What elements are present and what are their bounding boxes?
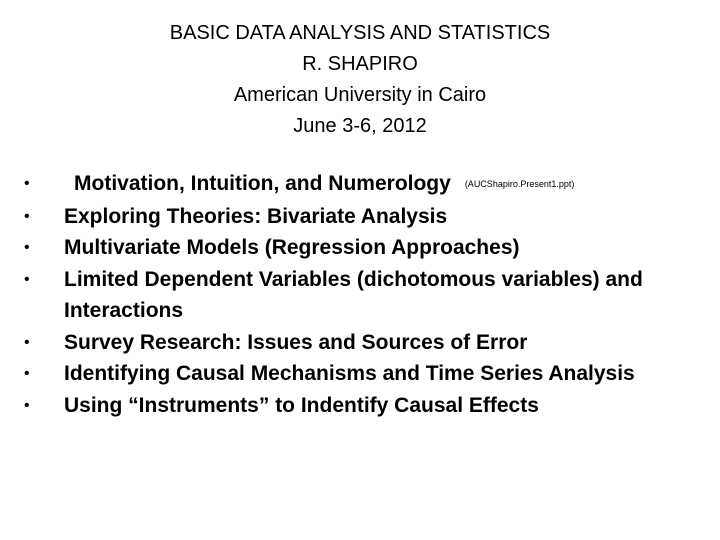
topic-list — [0, 168, 720, 421]
topic-item — [0, 327, 720, 359]
topic-item — [0, 168, 720, 201]
topic-item — [0, 264, 720, 327]
topic-item — [0, 232, 720, 264]
topic-text: Using “Instruments” to Indentify Causal Effects — [64, 393, 539, 417]
topic-text: Identifying Causal Mechanisms and Time Series Analysis — [64, 362, 635, 385]
bullet-icon: • — [24, 270, 30, 288]
topic-item — [0, 390, 720, 422]
instructor-name: R. SHAPIRO — [302, 53, 418, 75]
topic-item — [0, 201, 720, 233]
institution-name: American University in Cairo — [233, 84, 487, 106]
topic-text: Motivation, Intuition, and Numerology — [74, 172, 451, 195]
bullet-icon: • — [24, 239, 30, 256]
bullet-icon: • — [24, 175, 30, 192]
topic-text: Limited Dependent Variables (dichotomous variables) and Interactions — [64, 267, 643, 322]
course-title: BASIC DATA ANALYSIS AND STATISTICS — [169, 22, 551, 44]
bullet-icon: • — [24, 207, 30, 225]
slide-title — [0, 18, 720, 142]
bullet-icon: • — [24, 365, 30, 382]
file-reference: (AUCShapiro.Present1.ppt) — [464, 179, 575, 189]
topic-text: Survey Research: Issues and Sources of Error — [64, 330, 528, 354]
topic-text: Exploring Theories: Bivariate Analysis — [64, 204, 448, 228]
bullet-icon: • — [24, 333, 30, 351]
bullet-icon: • — [24, 396, 30, 414]
topic-item — [0, 358, 720, 390]
topic-text: Multivariate Models (Regression Approaches) — [64, 236, 520, 259]
course-dates: June 3-6, 2012 — [293, 115, 427, 137]
